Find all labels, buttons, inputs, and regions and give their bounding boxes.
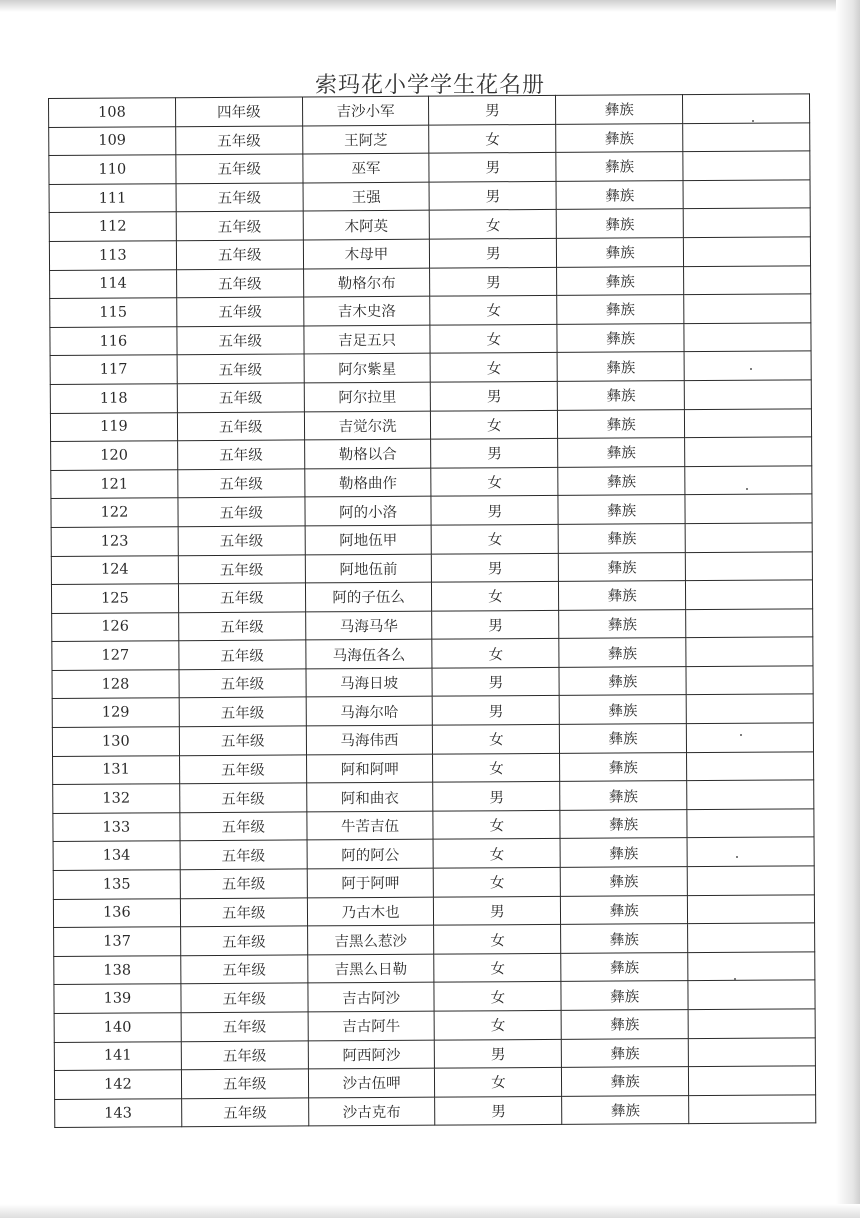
gender-cell: 女 xyxy=(434,925,561,954)
student-name-cell: 阿的子伍么 xyxy=(305,582,432,611)
student-name-cell: 王阿芝 xyxy=(302,125,429,154)
student-name-cell: 吉觉尔洗 xyxy=(304,411,431,440)
table-row xyxy=(49,237,810,270)
ethnicity-cell: 彝族 xyxy=(556,95,683,124)
remarks-cell xyxy=(684,380,811,409)
student-name-cell: 马海日坡 xyxy=(306,668,433,697)
table-row xyxy=(49,180,810,213)
gender-cell: 男 xyxy=(432,553,559,582)
table-row xyxy=(50,265,811,298)
grade-cell: 五年级 xyxy=(176,240,303,269)
student-name-cell: 乃古木也 xyxy=(307,897,434,926)
student-number-cell: 126 xyxy=(52,612,179,641)
gender-cell: 女 xyxy=(431,410,558,439)
roster-table xyxy=(48,93,816,1128)
student-number-cell: 117 xyxy=(50,355,177,384)
ethnicity-cell: 彝族 xyxy=(561,952,688,981)
gender-cell: 女 xyxy=(434,953,561,982)
student-number-cell: 109 xyxy=(49,126,176,155)
student-name-cell: 沙古伍呷 xyxy=(308,1068,435,1097)
student-number-cell: 143 xyxy=(55,1098,182,1127)
remarks-cell xyxy=(684,323,811,352)
table-row xyxy=(51,580,812,613)
student-name-cell: 马海尔哈 xyxy=(306,697,433,726)
student-number-cell: 120 xyxy=(51,441,178,470)
student-number-cell: 128 xyxy=(52,670,179,699)
ethnicity-cell: 彝族 xyxy=(558,466,685,495)
grade-cell: 五年级 xyxy=(179,697,306,726)
student-name-cell: 吉沙小军 xyxy=(302,96,429,125)
student-name-cell: 阿尔拉里 xyxy=(304,382,431,411)
grade-cell: 五年级 xyxy=(177,440,304,469)
gender-cell: 男 xyxy=(430,267,557,296)
gender-cell: 女 xyxy=(430,324,557,353)
student-number-cell: 129 xyxy=(52,698,179,727)
grade-cell: 五年级 xyxy=(176,126,303,155)
gender-cell: 女 xyxy=(435,1068,562,1097)
student-name-cell: 吉木史洛 xyxy=(303,296,430,325)
table-row xyxy=(51,523,812,556)
ethnicity-cell: 彝族 xyxy=(557,295,684,324)
student-name-cell: 吉足五只 xyxy=(304,325,431,354)
ethnicity-cell: 彝族 xyxy=(556,123,683,152)
student-number-cell: 131 xyxy=(53,755,180,784)
table-row xyxy=(50,380,811,413)
remarks-cell xyxy=(684,237,811,266)
gender-cell: 女 xyxy=(434,982,561,1011)
table-row xyxy=(52,694,813,727)
gender-cell: 女 xyxy=(430,296,557,325)
ethnicity-cell: 彝族 xyxy=(562,1095,689,1124)
remarks-cell xyxy=(688,952,815,981)
ethnicity-cell: 彝族 xyxy=(557,323,684,352)
remarks-cell xyxy=(689,1066,816,1095)
gender-cell: 男 xyxy=(432,667,559,696)
table-row xyxy=(54,1037,815,1070)
gender-cell: 男 xyxy=(435,1096,562,1125)
gender-cell: 男 xyxy=(430,238,557,267)
student-name-cell: 勒格以合 xyxy=(304,439,431,468)
remarks-cell xyxy=(685,437,812,466)
remarks-cell xyxy=(685,466,812,495)
remarks-cell xyxy=(686,666,813,695)
table-row xyxy=(49,208,810,241)
remarks-cell xyxy=(688,1037,815,1066)
ethnicity-cell: 彝族 xyxy=(559,552,686,581)
table-row xyxy=(51,466,812,499)
student-name-cell: 阿地伍甲 xyxy=(305,525,432,554)
gender-cell: 男 xyxy=(431,381,558,410)
remarks-cell xyxy=(688,980,815,1009)
table-row xyxy=(54,980,815,1013)
table-row xyxy=(49,94,810,127)
roster-table-body xyxy=(49,94,816,1128)
remarks-cell xyxy=(683,208,810,237)
student-name-cell: 吉古阿沙 xyxy=(308,983,435,1012)
ethnicity-cell: 彝族 xyxy=(561,1010,688,1039)
scan-edge-bottom xyxy=(0,1204,860,1218)
student-number-cell: 130 xyxy=(52,727,179,756)
gender-cell: 男 xyxy=(434,896,561,925)
gender-cell: 男 xyxy=(429,95,556,124)
ethnicity-cell: 彝族 xyxy=(559,666,686,695)
gender-cell: 女 xyxy=(434,839,561,868)
grade-cell: 五年级 xyxy=(179,669,306,698)
student-name-cell: 马海伍各么 xyxy=(305,639,432,668)
student-number-cell: 123 xyxy=(51,527,178,556)
student-number-cell: 108 xyxy=(49,98,176,127)
ethnicity-cell: 彝族 xyxy=(558,409,685,438)
student-number-cell: 112 xyxy=(49,212,176,241)
student-number-cell: 134 xyxy=(53,841,180,870)
table-row xyxy=(51,551,812,584)
student-name-cell: 勒格曲作 xyxy=(304,468,431,497)
student-number-cell: 110 xyxy=(49,155,176,184)
student-name-cell: 勒格尔布 xyxy=(303,268,430,297)
grade-cell: 五年级 xyxy=(181,983,308,1012)
remarks-cell xyxy=(685,523,812,552)
gender-cell: 男 xyxy=(433,782,560,811)
scan-edge-right xyxy=(836,0,860,1218)
student-number-cell: 141 xyxy=(54,1041,181,1070)
student-name-cell: 马海伟西 xyxy=(306,725,433,754)
gender-cell: 男 xyxy=(433,696,560,725)
ethnicity-cell: 彝族 xyxy=(556,180,683,209)
gender-cell: 男 xyxy=(431,496,558,525)
ethnicity-cell: 彝族 xyxy=(561,895,688,924)
ethnicity-cell: 彝族 xyxy=(560,809,687,838)
student-name-cell: 阿地伍前 xyxy=(305,554,432,583)
gender-cell: 女 xyxy=(429,124,556,153)
remarks-cell xyxy=(685,408,812,437)
table-row xyxy=(52,637,813,670)
grade-cell: 五年级 xyxy=(177,326,304,355)
grade-cell: 五年级 xyxy=(178,497,305,526)
student-name-cell: 吉古阿牛 xyxy=(308,1011,435,1040)
student-number-cell: 135 xyxy=(53,870,180,899)
table-row xyxy=(50,408,811,441)
remarks-cell xyxy=(686,580,813,609)
student-name-cell: 阿于阿呷 xyxy=(307,868,434,897)
ethnicity-cell: 彝族 xyxy=(557,238,684,267)
grade-cell: 五年级 xyxy=(181,1041,308,1070)
student-number-cell: 121 xyxy=(51,469,178,498)
ethnicity-cell: 彝族 xyxy=(561,924,688,953)
grade-cell: 五年级 xyxy=(177,411,304,440)
student-name-cell: 阿尔紫星 xyxy=(304,354,431,383)
table-row xyxy=(53,809,814,842)
ethnicity-cell: 彝族 xyxy=(559,638,686,667)
ethnicity-cell: 彝族 xyxy=(556,152,683,181)
student-name-cell: 吉黑么日勒 xyxy=(307,954,434,983)
ethnicity-cell: 彝族 xyxy=(558,495,685,524)
table-row xyxy=(52,609,813,642)
student-number-cell: 122 xyxy=(51,498,178,527)
student-number-cell: 136 xyxy=(53,898,180,927)
table-row xyxy=(54,952,815,985)
grade-cell: 四年级 xyxy=(175,97,302,126)
gender-cell: 女 xyxy=(431,353,558,382)
ethnicity-cell: 彝族 xyxy=(558,381,685,410)
remarks-cell xyxy=(687,866,814,895)
grade-cell: 五年级 xyxy=(181,1098,308,1127)
student-name-cell: 牛苦吉伍 xyxy=(307,811,434,840)
student-name-cell: 阿的小洛 xyxy=(305,496,432,525)
table-row xyxy=(54,923,815,956)
gender-cell: 女 xyxy=(434,867,561,896)
ethnicity-cell: 彝族 xyxy=(561,867,688,896)
remarks-cell xyxy=(688,894,815,923)
grade-cell: 五年级 xyxy=(180,840,307,869)
table-row xyxy=(52,723,813,756)
remarks-cell xyxy=(686,637,813,666)
ethnicity-cell: 彝族 xyxy=(561,981,688,1010)
grade-cell: 五年级 xyxy=(180,869,307,898)
remarks-cell xyxy=(687,751,814,780)
student-name-cell: 阿和阿呷 xyxy=(306,754,433,783)
ethnicity-cell: 彝族 xyxy=(557,352,684,381)
grade-cell: 五年级 xyxy=(178,554,305,583)
table-row xyxy=(49,122,810,155)
grade-cell: 五年级 xyxy=(178,526,305,555)
remarks-cell xyxy=(684,351,811,380)
gender-cell: 男 xyxy=(435,1039,562,1068)
grade-cell: 五年级 xyxy=(176,183,303,212)
grade-cell: 五年级 xyxy=(177,297,304,326)
table-row xyxy=(50,294,811,327)
ethnicity-cell: 彝族 xyxy=(562,1067,689,1096)
gender-cell: 男 xyxy=(430,181,557,210)
student-name-cell: 阿的阿公 xyxy=(307,840,434,869)
student-name-cell: 木母甲 xyxy=(303,239,430,268)
student-name-cell: 马海马华 xyxy=(305,611,432,640)
ethnicity-cell: 彝族 xyxy=(560,724,687,753)
grade-cell: 五年级 xyxy=(176,211,303,240)
remarks-cell xyxy=(684,265,811,294)
remarks-cell xyxy=(687,809,814,838)
grade-cell: 五年级 xyxy=(179,726,306,755)
student-name-cell: 沙古克布 xyxy=(308,1097,435,1126)
gender-cell: 女 xyxy=(433,724,560,753)
remarks-cell xyxy=(686,723,813,752)
table-row xyxy=(53,751,814,784)
grade-cell: 五年级 xyxy=(176,269,303,298)
grade-cell: 五年级 xyxy=(181,1069,308,1098)
gender-cell: 女 xyxy=(432,639,559,668)
remarks-cell xyxy=(687,780,814,809)
gender-cell: 女 xyxy=(430,210,557,239)
ethnicity-cell: 彝族 xyxy=(559,609,686,638)
table-row xyxy=(54,1066,815,1099)
remarks-cell xyxy=(689,1095,816,1124)
student-number-cell: 140 xyxy=(54,1013,181,1042)
gender-cell: 女 xyxy=(433,810,560,839)
ethnicity-cell: 彝族 xyxy=(559,695,686,724)
grade-cell: 五年级 xyxy=(178,612,305,641)
grade-cell: 五年级 xyxy=(179,755,306,784)
gender-cell: 男 xyxy=(431,439,558,468)
student-number-cell: 114 xyxy=(50,269,177,298)
gender-cell: 女 xyxy=(433,753,560,782)
remarks-cell xyxy=(684,294,811,323)
remarks-cell xyxy=(688,923,815,952)
scan-edge-top xyxy=(0,0,860,12)
student-name-cell: 阿和曲衣 xyxy=(306,782,433,811)
grade-cell: 五年级 xyxy=(176,154,303,183)
remarks-cell xyxy=(686,694,813,723)
grade-cell: 五年级 xyxy=(180,898,307,927)
student-number-cell: 125 xyxy=(51,584,178,613)
table-row xyxy=(53,894,814,927)
student-number-cell: 111 xyxy=(49,184,176,213)
table-row xyxy=(49,151,810,184)
ethnicity-cell: 彝族 xyxy=(558,438,685,467)
grade-cell: 五年级 xyxy=(180,926,307,955)
remarks-cell xyxy=(683,151,810,180)
table-row xyxy=(55,1095,816,1128)
ethnicity-cell: 彝族 xyxy=(559,581,686,610)
student-number-cell: 142 xyxy=(54,1070,181,1099)
student-number-cell: 132 xyxy=(53,784,180,813)
ethnicity-cell: 彝族 xyxy=(562,1038,689,1067)
ethnicity-cell: 彝族 xyxy=(560,838,687,867)
table-row xyxy=(50,351,811,384)
grade-cell: 五年级 xyxy=(177,383,304,412)
student-name-cell: 吉黑么惹沙 xyxy=(307,925,434,954)
gender-cell: 女 xyxy=(432,524,559,553)
student-number-cell: 119 xyxy=(50,412,177,441)
grade-cell: 五年级 xyxy=(177,354,304,383)
grade-cell: 五年级 xyxy=(180,783,307,812)
gender-cell: 女 xyxy=(432,581,559,610)
remarks-cell xyxy=(683,94,810,123)
remarks-cell xyxy=(685,494,812,523)
student-number-cell: 139 xyxy=(54,984,181,1013)
student-number-cell: 137 xyxy=(54,927,181,956)
student-number-cell: 118 xyxy=(50,384,177,413)
ethnicity-cell: 彝族 xyxy=(560,752,687,781)
remarks-cell xyxy=(683,122,810,151)
grade-cell: 五年级 xyxy=(181,955,308,984)
grade-cell: 五年级 xyxy=(178,469,305,498)
table-row xyxy=(51,494,812,527)
student-number-cell: 133 xyxy=(53,813,180,842)
grade-cell: 五年级 xyxy=(179,640,306,669)
student-number-cell: 116 xyxy=(50,326,177,355)
table-row xyxy=(50,323,811,356)
student-name-cell: 巫军 xyxy=(303,153,430,182)
remarks-cell xyxy=(683,180,810,209)
table-row xyxy=(53,837,814,870)
student-number-cell: 127 xyxy=(52,641,179,670)
table-row xyxy=(54,1009,815,1042)
student-number-cell: 138 xyxy=(54,956,181,985)
table-row xyxy=(53,780,814,813)
remarks-cell xyxy=(686,609,813,638)
scan-speck xyxy=(740,734,742,736)
scan-speck xyxy=(736,856,738,858)
scan-speck xyxy=(752,120,754,122)
scan-speck xyxy=(746,488,748,490)
student-number-cell: 115 xyxy=(50,298,177,327)
document-title: 索玛花小学学生花名册 xyxy=(314,73,545,98)
student-name-cell: 阿西阿沙 xyxy=(308,1040,435,1069)
table-row xyxy=(52,666,813,699)
ethnicity-cell: 彝族 xyxy=(557,209,684,238)
ethnicity-cell: 彝族 xyxy=(560,781,687,810)
student-number-cell: 124 xyxy=(51,555,178,584)
remarks-cell xyxy=(687,837,814,866)
student-number-cell: 113 xyxy=(49,241,176,270)
student-name-cell: 王强 xyxy=(303,182,430,211)
grade-cell: 五年级 xyxy=(180,812,307,841)
grade-cell: 五年级 xyxy=(178,583,305,612)
remarks-cell xyxy=(685,551,812,580)
remarks-cell xyxy=(688,1009,815,1038)
student-name-cell: 木阿英 xyxy=(303,211,430,240)
scan-speck xyxy=(734,978,736,980)
grade-cell: 五年级 xyxy=(181,1012,308,1041)
gender-cell: 女 xyxy=(431,467,558,496)
gender-cell: 女 xyxy=(435,1010,562,1039)
gender-cell: 男 xyxy=(432,610,559,639)
roster-table-container xyxy=(48,93,816,1144)
ethnicity-cell: 彝族 xyxy=(558,524,685,553)
table-row xyxy=(53,866,814,899)
gender-cell: 男 xyxy=(429,153,556,182)
scan-speck xyxy=(750,368,752,370)
ethnicity-cell: 彝族 xyxy=(557,266,684,295)
table-row xyxy=(51,437,812,470)
